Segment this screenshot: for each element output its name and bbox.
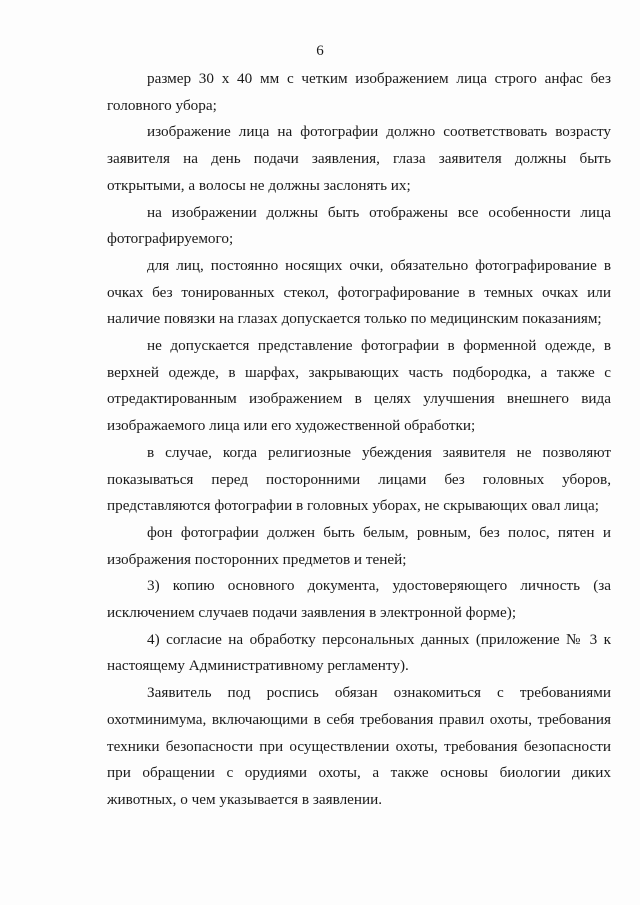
paragraph-photo-size: размер 30 х 40 мм с четким изображением лица строго анфас без головного убора; <box>107 70 611 114</box>
paragraph-personal-data-consent: 4) согласие на обработку персональных данных (приложение № 3 к настоящему Административному регламенту). <box>107 630 611 675</box>
document-body <box>107 66 611 814</box>
paragraph-photo-clothing: не допускается представление фотографии в форменной одежде, в верхней одежде, в шарфах, закрывающих часть подбородка, а также с отредактированным изображением в целях улучшения внешнего вида изображаемого лица или его художественной обработки; <box>107 337 611 435</box>
paragraph-photo-glasses: для лиц, постоянно носящих очки, обязательно фотографирование в очках без тонированных стекол, фотографирование в темных очках или наличие повязки на глазах допускается только по медицинским показаниям; <box>107 256 611 328</box>
paragraph-photo-features: на изображении должны быть отображены все особенности лица фотографируемого; <box>107 203 611 248</box>
paragraph-photo-religion: в случае, когда религиозные убеждения заявителя не позволяют показываться перед посторонними лицами без головных уборов, представляются фотографии в головных уборах, не скрывающих овал лица; <box>107 443 611 515</box>
paragraph-identity-document: 3) копию основного документа, удостоверяющего личность (за исключением случаев подачи заявления в электронной форме); <box>107 577 611 622</box>
paragraph-photo-age: изображение лица на фотографии должно соответствовать возрасту заявителя на день подачи заявления, глаза заявителя должны быть открытыми, а волосы не должны заслонять их; <box>107 123 611 194</box>
page-number: 6 <box>316 43 324 59</box>
paragraph-photo-background: фон фотографии должен быть белым, ровным, без полос, пятен и изображения посторонних предметов и теней; <box>107 523 611 568</box>
paragraph-hunting-minimum: Заявитель под роспись обязан ознакомиться с требованиями охотминимума, включающими в себя требования правил охоты, требования техники безопасности при осуществлении охоты, требования безопасности при обращении с орудиями охоты, а также основы биологии диких животных, о чем указывается в заявлении. <box>107 684 611 808</box>
